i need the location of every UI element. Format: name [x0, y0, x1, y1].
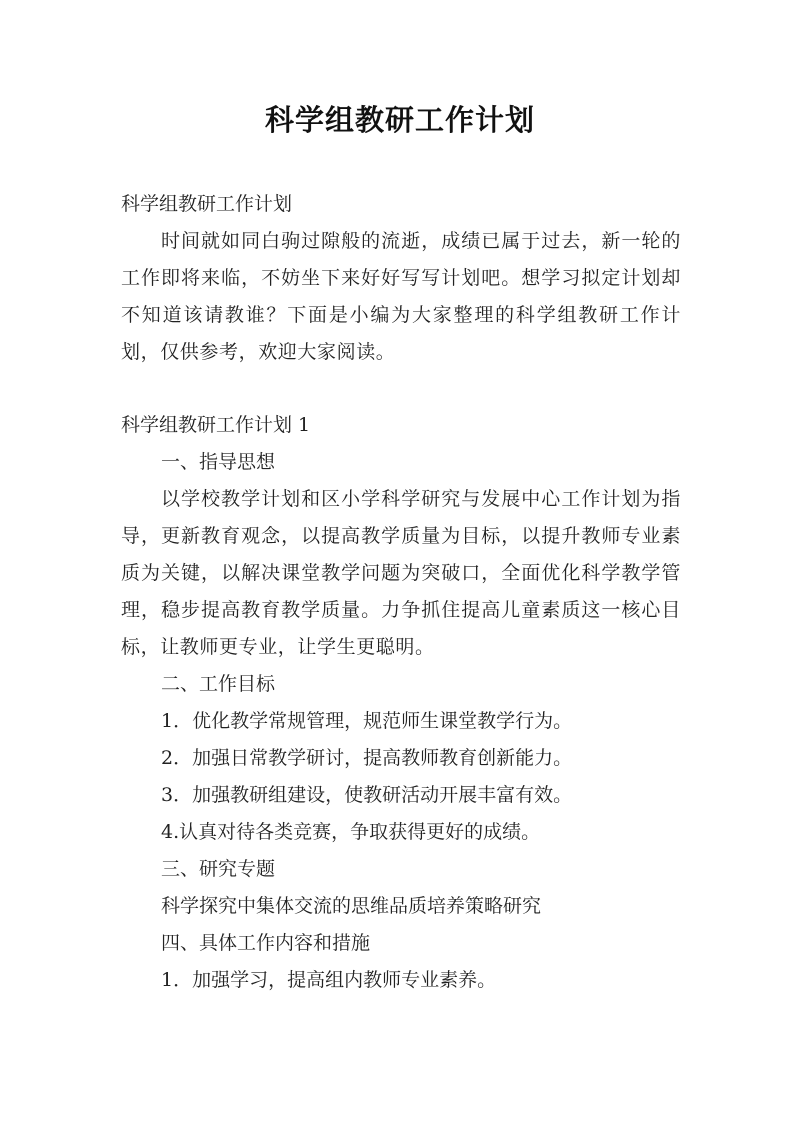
goal-item-1: 1．优化教学常规管理，规范师生课堂教学行为。	[161, 710, 573, 732]
goal-item-3: 3．加强教研组建设，使教研活动开展丰富有效。	[161, 784, 573, 806]
section4-heading: 四、具体工作内容和措施	[161, 932, 371, 954]
document-title: 科学组教研工作计划	[264, 103, 535, 137]
section2-heading: 二、工作目标	[161, 673, 276, 695]
paragraph-spacer	[121, 371, 681, 407]
section4-item-1: 1．加强学习，提高组内教师专业素养。	[161, 969, 497, 991]
section1-paragraph: 以学校教学计划和区小学科学研究与发展中心工作计划为指导，更新教育观念，以提高教学质量为目标，以提升教师专业素质为关键，以解决课堂教学问题为突破口，全面优化科学教学管理，稳步提高教育教学质量。力争抓住提高儿童素质这一核心目标，让教师更专业，让学生更聪明。	[121, 488, 681, 658]
goal-item-4: 4.认真对待各类竞赛，争取获得更好的成绩。	[161, 821, 541, 843]
intro-heading: 科学组教研工作计划	[121, 193, 293, 215]
document-body	[121, 186, 681, 999]
plan1-heading: 科学组教研工作计划 1	[121, 414, 311, 436]
section3-heading: 三、研究专题	[161, 858, 276, 880]
intro-paragraph: 时间就如同白驹过隙般的流逝，成绩已属于过去，新一轮的工作即将来临，不妨坐下来好好写写计划吧。想学习拟定计划却不知道该请教谁？下面是小编为大家整理的科学组教研工作计划，仅供参考，欢迎大家阅读。	[121, 230, 681, 363]
section3-topic: 科学探究中集体交流的思维品质培养策略研究	[161, 895, 542, 917]
goal-item-2: 2．加强日常教学研讨，提高教师教育创新能力。	[161, 747, 573, 769]
section1-heading: 一、指导思想	[161, 451, 276, 473]
